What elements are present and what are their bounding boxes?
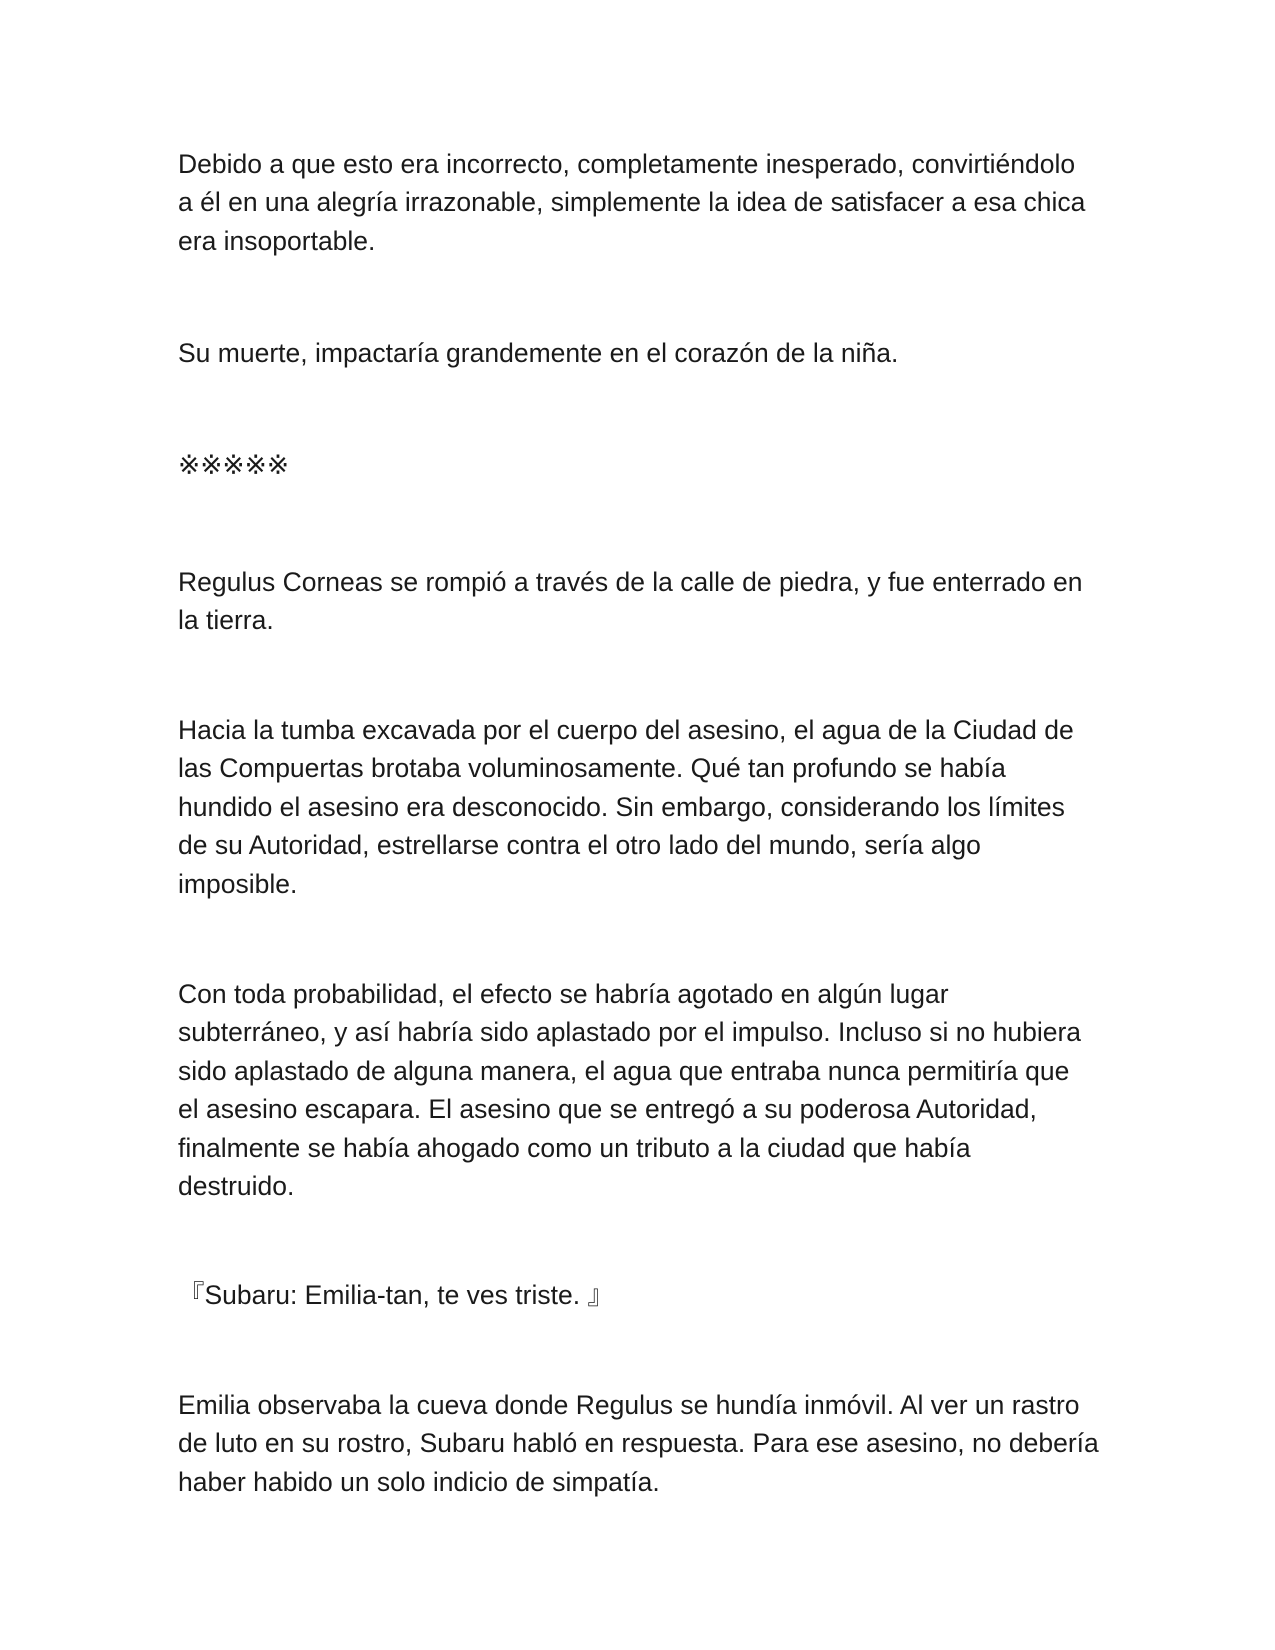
- text-line: sido aplastado de alguna manera, el agua que entraba nunca permitiría que: [178, 1055, 1070, 1086]
- paragraph-2: [178, 334, 1098, 372]
- text-line: las Compuertas brotaba voluminosamente. Qué tan profundo se había: [178, 753, 1006, 784]
- text-line: imposible.: [178, 868, 298, 899]
- text-line: a él en una alegría irrazonable, simplemente la idea de satisfacer a esa chica: [178, 187, 1086, 218]
- text-line: 『Subaru: Emilia-tan, te ves triste. 』: [178, 1280, 614, 1310]
- paragraph-4: [178, 711, 1098, 903]
- text-line: la tierra.: [178, 605, 274, 636]
- text-line: Con toda probabilidad, el efecto se habría agotado en algún lugar: [178, 979, 949, 1009]
- text-line: era insoportable.: [178, 225, 376, 256]
- paragraph-6: [178, 1386, 1098, 1501]
- text-line: de su Autoridad, estrellarse contra el otro lado del mundo, sería algo: [178, 830, 981, 861]
- dialogue-line: [178, 1276, 1098, 1314]
- text-line: hundido el asesino era desconocido. Sin embargo, considerando los límites: [178, 791, 1065, 822]
- text-line: Regulus Corneas se rompió a través de la calle de piedra, y fue enterrado en: [178, 567, 1083, 597]
- text-line: finalmente se había ahogado como un tributo a la ciudad que había: [178, 1132, 971, 1163]
- text-line: Debido a que esto era incorrecto, completamente inesperado, convirtiéndolo: [178, 149, 1076, 179]
- paragraph-3: [178, 563, 1098, 640]
- text-line: Emilia observaba la cueva donde Regulus se hundía inmóvil. Al ver un rastro: [178, 1390, 1080, 1420]
- text-line: haber habido un solo indicio de simpatía.: [178, 1466, 660, 1497]
- text-line: subterráneo, y así habría sido aplastado por el impulso. Incluso si no hubiera: [178, 1017, 1082, 1048]
- scene-break: [178, 446, 1098, 484]
- text-line: el asesino escapara. El asesino que se entregó a su poderosa Autoridad,: [178, 1094, 1037, 1125]
- text-line: Su muerte, impactaría grandemente en el corazón de la niña.: [178, 338, 899, 368]
- scene-break-symbols: ※※※※※: [178, 450, 290, 480]
- paragraph-1: [178, 145, 1098, 260]
- text-line: de luto en su rostro, Subaru habló en respuesta. Para ese asesino, no debería: [178, 1428, 1099, 1459]
- text-line: Hacia la tumba excavada por el cuerpo del asesino, el agua de la Ciudad de: [178, 715, 1074, 745]
- text-line: destruido.: [178, 1171, 295, 1202]
- paragraph-5: [178, 975, 1098, 1205]
